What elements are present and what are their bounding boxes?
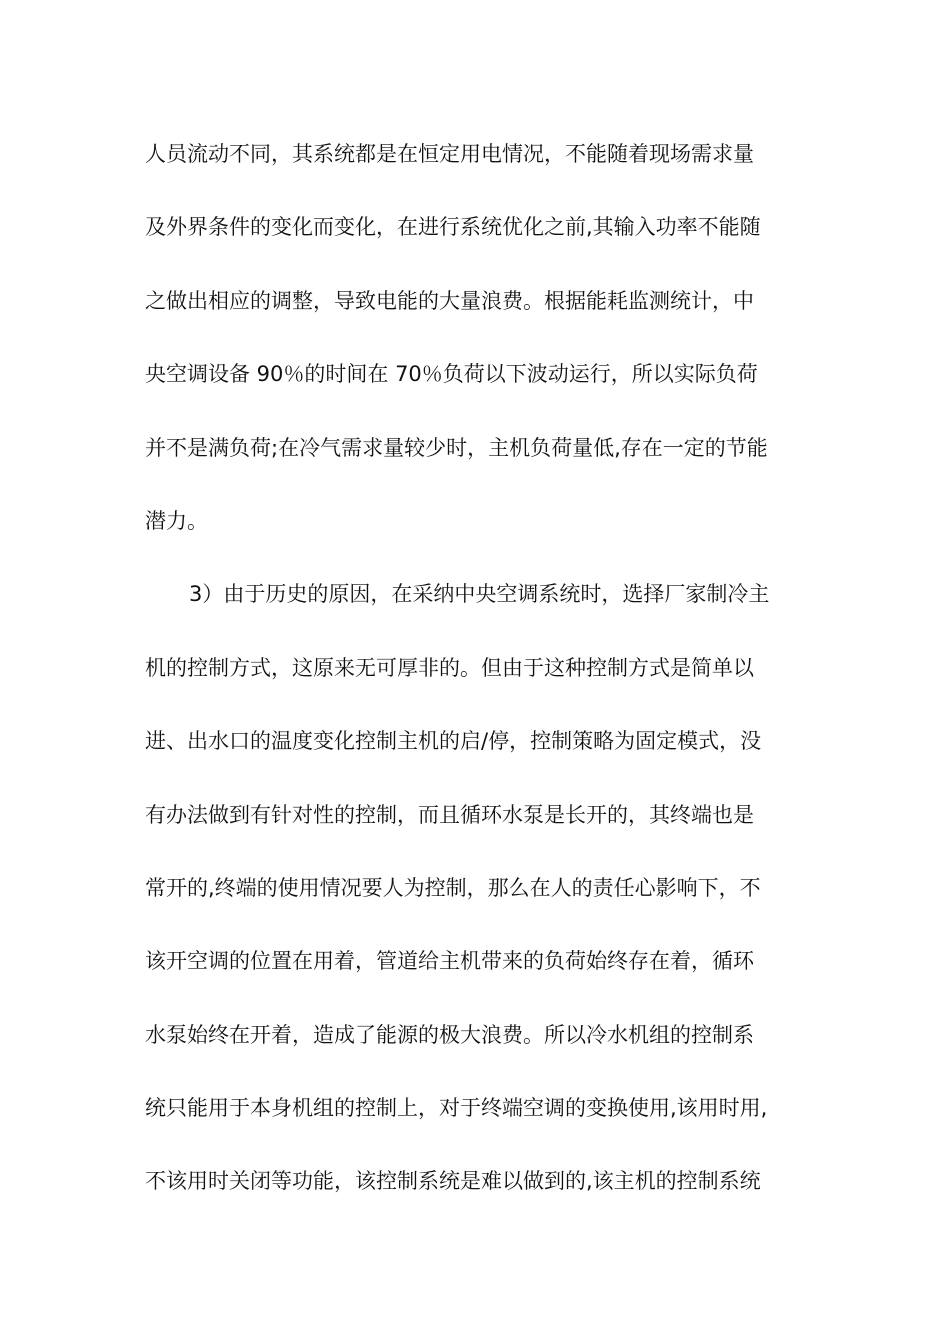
text-line: 统只能用于本身机组的控制上，对于终端空调的变换使用,该用时用, [145, 1096, 768, 1121]
paragraph-start-line: 3）由于历史的原因，在采纳中央空调系统时，选择厂家制冷主 [189, 582, 770, 607]
text-line: 人员流动不同，其系统都是在恒定用电情况，不能随着现场需求量 [145, 142, 754, 166]
text-line: 之做出相应的调整，导致电能的大量浪费。根据能耗监测统计，中 [145, 288, 754, 313]
body-text [145, 131, 810, 1232]
text-line: 潜力。 [145, 508, 208, 533]
text-line: 进、出水口的温度变化控制主机的启/停，控制策略为固定模式，没 [145, 729, 762, 754]
text-line: 机的控制方式，这原来无可厚非的。但由于这种控制方式是简单以 [145, 655, 754, 680]
text-line: 该开空调的位置在用着，管道给主机带来的负荷始终存在着，循环 [145, 949, 754, 974]
text-line: 并不是满负荷;在冷气需求量较少时，主机负荷量低,存在一定的节能 [145, 435, 768, 460]
text-line: 有办法做到有针对性的控制，而且循环水泵是长开的，其终端也是 [145, 802, 754, 827]
text-line: 及外界条件的变化而变化，在进行系统优化之前,其输入功率不能随 [145, 215, 761, 240]
text-line: 不该用时关闭等功能，该控制系统是难以做到的,该主机的控制系统 [145, 1169, 761, 1194]
text-line: 央空调设备 90％的时间在 70％负荷以下波动运行，所以实际负荷 [145, 362, 758, 387]
text-line: 水泵始终在开着，造成了能源的极大浪费。所以冷水机组的控制系 [145, 1022, 754, 1047]
text-line: 常开的,终端的使用情况要人为控制，那么在人的责任心影响下，不 [145, 875, 761, 900]
